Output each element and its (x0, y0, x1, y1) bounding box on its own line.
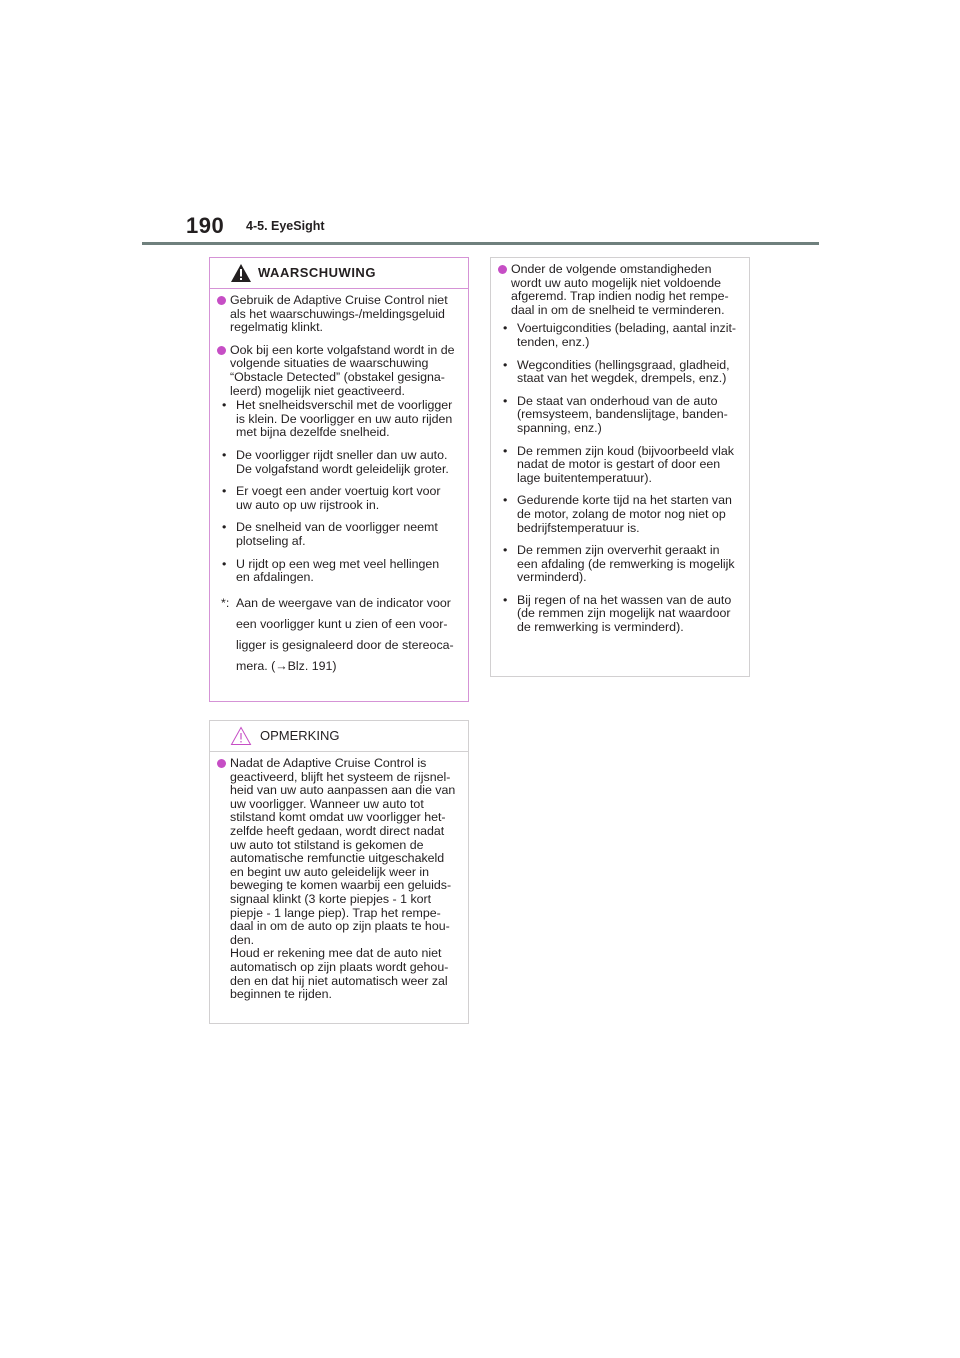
warning-triangle-icon (230, 263, 252, 283)
bullet-dot-icon (217, 759, 226, 768)
footnote-text: Aan de weergave van de indicator voor een voorligger kunt u zien of een voor-ligger is gesignaleerd door de stereoca-mera. (→Blz. 191) (236, 595, 454, 673)
braking-conditions-box (490, 257, 750, 677)
bullet-dot-icon (217, 296, 226, 305)
list-item: Nadat de Adaptive Cruise Control is geactiveerd, blijft het systeem de rijsnel-heid van uw auto aanpassen aan die van uw voorligger. Wanneer uw auto tot stilstand komt omdat uw voorligger het-zelfde heeft gedaan, wordt direct nadat uw auto tot stilstand is gekomen de automatische remfunctie uitgeschakeld en begint uw auto geleidelijk weer in beweging te komen waarbij een geluids-signaal klinkt (3 korte piepjes - 1 kort piepje - 1 lange piep). Trap het rempe-daal in om de auto op zijn plaats te hou-den. Houd er rekening mee dat de auto niet automatisch op zijn plaats wordt gehou-den en dat hij niet automatisch weer zal beginnen te rijden. (217, 757, 456, 1002)
footnote (217, 593, 456, 677)
braking-content (491, 258, 749, 635)
bullet-dot-icon (498, 265, 507, 274)
list-item: Onder de volgende omstandigheden wordt uw auto mogelijk niet voldoende afgeremd. Trap indien nodig het rempe-daal in om de snelheid te verminderen. (498, 263, 737, 317)
list-item: Gebruik de Adaptive Cruise Control niet als het waarschuwings-/meldingsgeluid regelmatig klinkt. (217, 294, 456, 335)
list-item: • De snelheid van de voorligger neemt plotseling af. (222, 520, 438, 548)
caution-outline-icon (230, 726, 252, 746)
list-item: • De remmen zijn oververhit geraakt in een afdaling (de remwerking is mogelijk verminderd). (503, 543, 735, 585)
note-content (210, 757, 468, 1002)
note-box (209, 720, 469, 1024)
list-item: • Bij regen of na het wassen van de auto (de remmen zijn mogelijk nat waardoor de remwerking is verminderd). (503, 592, 732, 635)
warning-content (210, 294, 468, 677)
list-item: • De remmen zijn koud (bijvoorbeeld vlak nadat de motor is gestart of door een lage buitentemperatuur). (503, 443, 734, 485)
note-header (210, 721, 468, 752)
bullet-dot-icon (217, 346, 226, 355)
list-item: • Het snelheidsverschil met de voorligger is klein. De voorligger en uw auto rijden met bijna dezelfde snelheid. (222, 398, 453, 440)
list-item: • Er voegt een ander voertuig kort voor uw auto op uw rijstrook in. (222, 484, 441, 512)
list-item: • De staat van onderhoud van de auto (remsysteem, bandenslijtage, banden-spanning, enz.) (503, 393, 728, 435)
list-item: • Wegcondities (hellingsgraad, gladheid, staat van het wegdek, drempels, enz.) (503, 357, 730, 386)
list-item: • Voertuigcondities (belading, aantal inzit-tenden, enz.) (503, 321, 737, 349)
warning-title: WAARSCHUWING (258, 265, 376, 280)
header-rule (142, 242, 819, 245)
page-header (0, 0, 960, 250)
list-item: • De voorligger rijdt sneller dan uw auto. De volgafstand wordt geleidelijk groter. (222, 447, 449, 476)
list-item: • Gedurende korte tijd na het starten van de motor, zolang de motor nog niet op bedrijfstemperatuur is. (503, 493, 732, 535)
note-title: OPMERKING (260, 728, 340, 743)
list-item: • U rijdt op een weg met veel hellingen en afdalingen. (222, 556, 440, 585)
footnote-mark: *: (221, 595, 230, 610)
warning-box (209, 257, 469, 702)
page-number: 190 (186, 213, 225, 238)
warning-header (210, 258, 468, 289)
list-item: Ook bij een korte volgafstand wordt in de volgende situaties de waarschuwing “Obstacle Detected” (obstakel gesigna-leerd) mogelijk niet geactiveerd. (217, 344, 456, 398)
section-title: 4-5. EyeSight (246, 219, 325, 233)
